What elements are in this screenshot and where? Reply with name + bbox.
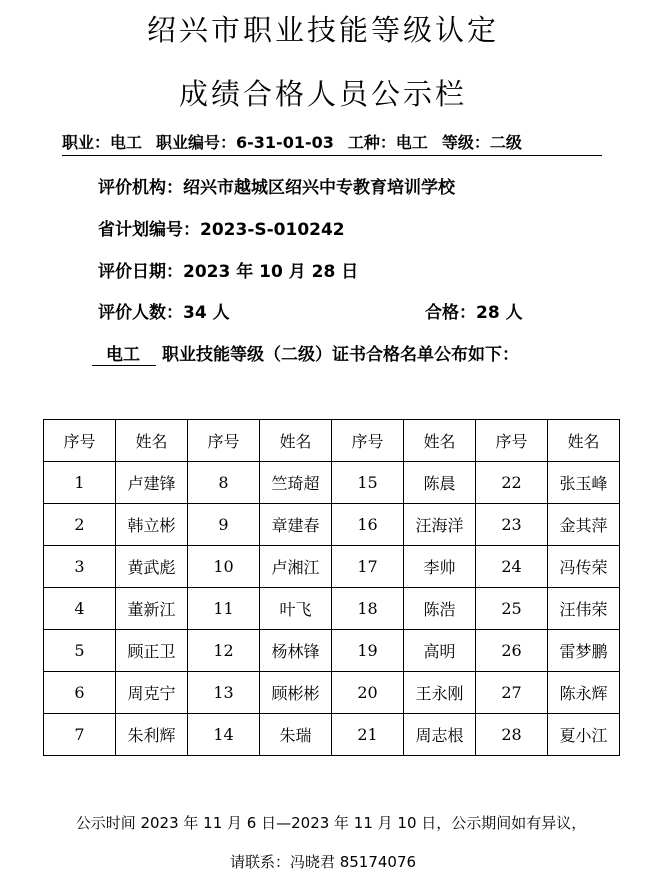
seq-cell: 9 [188,504,260,546]
seq-cell: 2 [44,504,116,546]
name-cell: 李帅 [404,546,476,588]
seq-cell: 10 [188,546,260,588]
seq-cell: 24 [476,546,548,588]
name-cell: 黄武彪 [116,546,188,588]
name-cell: 王永刚 [404,672,476,714]
level-label: 等级：二级 [441,133,522,152]
name-cell: 陈晨 [404,462,476,504]
table-row [44,588,620,630]
name-cell: 韩立彬 [116,504,188,546]
occupation-label: 职业：电工 [62,133,143,152]
evaluation-date: 评价日期：2023 年 10 月 28 日 [98,262,359,282]
name-cell: 陈浩 [404,588,476,630]
seq-cell: 19 [332,630,404,672]
job-info-line [62,130,602,156]
seq-cell: 7 [44,714,116,756]
pass-roster-table [43,419,620,756]
name-cell: 金其萍 [548,504,620,546]
name-cell: 杨林锋 [260,630,332,672]
name-cell: 周克宁 [116,672,188,714]
pass-count: 合格：28 人 [425,303,523,323]
announcement-occupation: 电工 [92,340,156,366]
table-row [44,546,620,588]
seq-cell: 3 [44,546,116,588]
header-name-2: 姓名 [260,420,332,462]
seq-cell: 28 [476,714,548,756]
seq-cell: 20 [332,672,404,714]
announcement-text: 职业技能等级（二级）证书合格名单公布如下： [162,345,519,365]
name-cell: 顾彬彬 [260,672,332,714]
name-cell: 董新江 [116,588,188,630]
seq-cell: 27 [476,672,548,714]
header-name-3: 姓名 [404,420,476,462]
seq-cell: 12 [188,630,260,672]
seq-cell: 17 [332,546,404,588]
publicity-period: 公示时间 2023 年 11 月 6 日—2023 年 11 月 10 日，公示期间如有异议， [75,814,587,832]
table-body [44,462,620,756]
header-seq-2: 序号 [188,420,260,462]
name-cell: 朱利辉 [116,714,188,756]
seq-cell: 18 [332,588,404,630]
name-cell: 周志根 [404,714,476,756]
table-header-row [44,420,620,462]
header-name-1: 姓名 [116,420,188,462]
name-cell: 顾正卫 [116,630,188,672]
name-cell: 冯传荣 [548,546,620,588]
seq-cell: 15 [332,462,404,504]
seq-cell: 16 [332,504,404,546]
name-cell: 夏小江 [548,714,620,756]
seq-cell: 21 [332,714,404,756]
seq-cell: 4 [44,588,116,630]
evaluation-count: 评价人数：34 人 [98,303,230,323]
evaluation-org: 评价机构：绍兴市越城区绍兴中专教育培训学校 [98,178,455,198]
page-subtitle: 成绩合格人员公示栏 [178,77,467,111]
seq-cell: 25 [476,588,548,630]
occupation-code-label: 职业编号：6-31-01-03 [156,133,334,152]
table-row [44,462,620,504]
page-title: 绍兴市职业技能等级认定 [146,13,499,47]
header-seq-1: 序号 [44,420,116,462]
seq-cell: 5 [44,630,116,672]
seq-cell: 26 [476,630,548,672]
seq-cell: 13 [188,672,260,714]
header-seq-3: 序号 [332,420,404,462]
table-row [44,672,620,714]
seq-cell: 11 [188,588,260,630]
seq-cell: 14 [188,714,260,756]
name-cell: 卢湘江 [260,546,332,588]
name-cell: 汪海洋 [404,504,476,546]
seq-cell: 6 [44,672,116,714]
name-cell: 汪伟荣 [548,588,620,630]
plan-number: 省计划编号：2023-S-010242 [98,220,345,240]
announcement-line [92,340,519,366]
seq-cell: 8 [188,462,260,504]
seq-cell: 23 [476,504,548,546]
table-row [44,714,620,756]
header-seq-4: 序号 [476,420,548,462]
seq-cell: 1 [44,462,116,504]
name-cell: 张玉峰 [548,462,620,504]
name-cell: 陈永辉 [548,672,620,714]
name-cell: 卢建锋 [116,462,188,504]
seq-cell: 22 [476,462,548,504]
name-cell: 竺琦超 [260,462,332,504]
name-cell: 朱瑞 [260,714,332,756]
contact-info: 请联系：冯晓君 85174076 [229,853,417,871]
name-cell: 叶飞 [260,588,332,630]
name-cell: 章建春 [260,504,332,546]
table-row [44,630,620,672]
trade-label: 工种：电工 [347,133,428,152]
name-cell: 雷梦鹏 [548,630,620,672]
table-row [44,504,620,546]
header-name-4: 姓名 [548,420,620,462]
name-cell: 高明 [404,630,476,672]
